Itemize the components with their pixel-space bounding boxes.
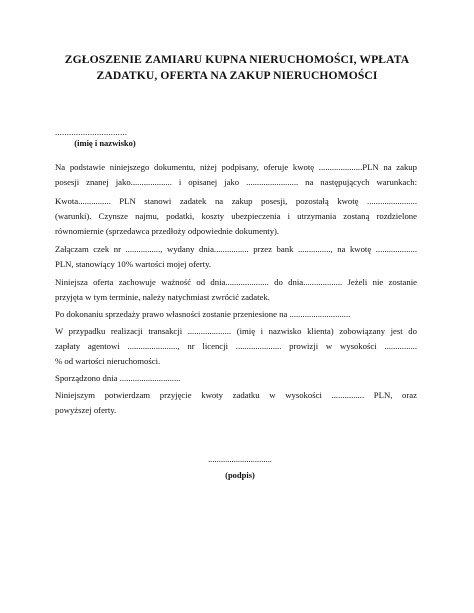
- body-line: Po dokonaniu sprzedaży prawo własności zostanie przeniesione na ............................: [55, 309, 351, 319]
- body-line: Kwota............... PLN stanowi zadatek na zakup posesji, pozostałą kwotę .......................: [55, 196, 417, 206]
- body-line: PLN, stanowiący 10% wartości mojej oferty.: [55, 259, 212, 269]
- name-dotted-line: ...............................: [55, 127, 128, 137]
- body-line: powyższej oferty.: [55, 405, 117, 415]
- document-title: [40, 52, 434, 84]
- body-line: przyjęta w tym terminie, należy natychmiast zwrócić zadatek.: [55, 292, 270, 302]
- name-caption: (imię i nazwisko): [74, 138, 136, 148]
- title-line-1: ZGŁOSZENIE ZAMIARU KUPNA NIERUCHOMOŚCI, WPŁATA: [64, 53, 410, 66]
- body-line: równomiernie (sprzedawca przedłoży odpowiednie dokumenty).: [55, 226, 280, 236]
- body-line: Na podstawie niniejszego dokumentu, niżej podpisany, oferuje kwotę ....................PLN na zakup: [55, 162, 417, 172]
- body-line: (warunki). Czynsze najmu, podatki, koszty ubezpieczenia i utrzymania zostaną rozdzielone: [55, 211, 417, 221]
- signature-block: [170, 454, 310, 481]
- body-line: W przypadku realizacji transakcji .................... (imię i nazwisko klienta) zobowiązany jest do: [55, 326, 417, 336]
- body-line: zapłaty agentowi ......................., nr licencji ..................... prowizji w wysokości ...............: [55, 341, 417, 351]
- body-line: Załączam czek nr ................, wydany dnia................ przez bank ..............., na kwotę ...................: [55, 244, 417, 254]
- signature-caption: (podpis): [225, 470, 255, 480]
- body-line: Niniejszym potwierdzam przyjęcie kwoty zadatku w wysokości ............... PLN, oraz: [55, 390, 417, 400]
- name-field-block: [55, 127, 155, 149]
- signature-dotted-line: ..............................: [208, 454, 272, 464]
- title-line-2: ZADATKU, OFERTA NA ZAKUP NIERUCHOMOŚCI: [96, 69, 378, 82]
- body-line: Niniejsza oferta zachowuje ważność od dnia.................... do dnia.................. Jeżeli nie zostanie: [55, 277, 417, 287]
- body-line: % od wartości nieruchomości.: [55, 356, 161, 366]
- body-line: Sporządzono dnia ............................: [55, 373, 181, 383]
- body-line: posesji znanej jako................... i opisanej jako ........................ na następujących warunkach:: [55, 177, 417, 187]
